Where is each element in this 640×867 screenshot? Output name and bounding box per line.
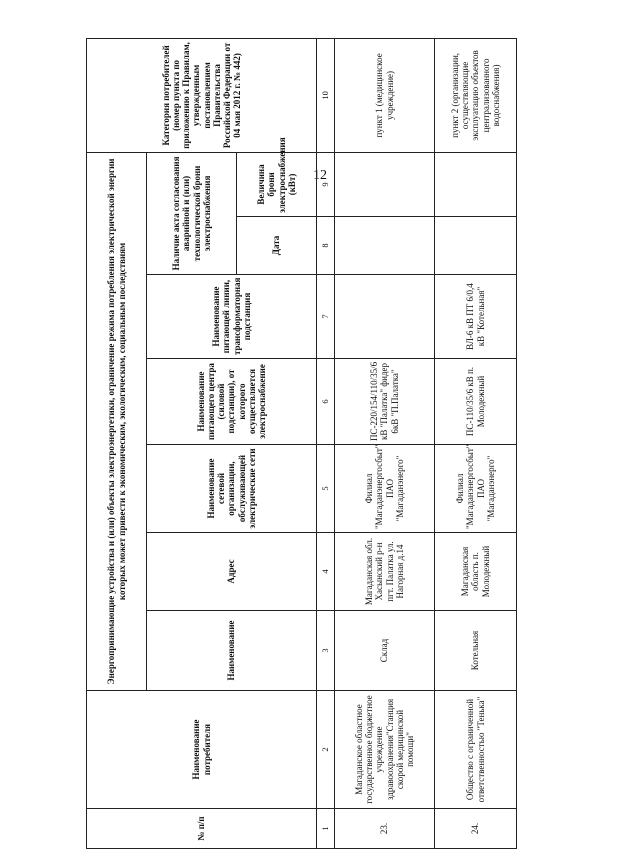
row-consumer: Магаданское областное государственное бюджетное учреждение здравоохранения"Станция скорой медицинской помощи" [335,691,435,809]
column-number: 5 [317,445,335,533]
column-number: 9 [317,152,335,216]
header-name: Наименование [147,611,317,691]
table-row [335,38,435,848]
row-object-name: Склад [335,611,435,691]
row-consumer: Общество с ограниченной ответственностью "Тенька" [435,691,517,809]
column-number: 6 [317,359,335,445]
header-feed-center: Наименование питающего центра (силовой подстанции), от которого осуществляется электроснабжение [147,359,317,445]
row-feed-center: ПС-220/154/110/35/6 кВ "Палатка" фидер 6кВ "П.Палатка" [335,359,435,445]
column-number: 1 [317,809,335,849]
header-feed-line: Наименование питающей линии, трансформаторная подстанция [147,275,317,359]
row-reserve-value [335,152,435,216]
column-number: 3 [317,611,335,691]
row-network-org: Филиал "Магаданэнергосбыт" ПАО "Магаданэнерго" [335,445,435,533]
header-reserve-value: Величина брони электроснабжения (кВт) [237,152,317,216]
column-number: 4 [317,533,335,611]
header-network-org: Наименование сетевой организации, обслуживающей электрические сети [147,445,317,533]
row-feed-line [335,275,435,359]
row-category: пункт 2 (организации, осуществляющие эксплуатацию объектов централизованного водоснабжения) [435,38,517,152]
header-date: Дата [237,217,317,275]
column-number: 8 [317,217,335,275]
column-number: 10 [317,38,335,152]
row-category: пункт 1 (медицинское учреждение) [335,38,435,152]
row-date [435,217,517,275]
header-consumer: Наименование потребителя [87,691,317,809]
rotated-table-container [86,39,516,849]
row-num: 23. [335,809,435,849]
row-object-name: Котельная [435,611,517,691]
row-address: Магаданская область п. Молодежный [435,533,517,611]
row-reserve-value [435,152,517,216]
header-act-group: Наличие акта согласования аварийной и (или) технологической брони электроснабжения [147,152,237,274]
header-category: Категория потребителей (номер пункта по приложению к Правилам, утвержденным постановлением Правительства Российской Федерации от 04 мая 2012 г. № 442) [87,38,317,152]
header-num: № п/п [87,809,317,849]
column-number: 7 [317,275,335,359]
row-num: 24. [435,809,517,849]
column-number: 2 [317,691,335,809]
row-network-org: Филиал "Магаданэнергосбыт" ПАО "Магаданэнерго" [435,445,517,533]
table-row [435,38,517,848]
header-address: Адрес [147,533,317,611]
page-number: 12 [313,168,327,183]
row-date [335,217,435,275]
row-address: Магаданская обл. Хасынский р-н пгт. Палатка ул. Нагорная д.14 [335,533,435,611]
header-objects-group: Энергопринимающие устройства и (или) объекты электроэнергетики, ограничение режима потребления электрической энергии которых может привести к экономическим, экологическим, социальным последствиям [87,152,147,690]
row-feed-center: ПС-110/35/6 кВ п. Молодежный [435,359,517,445]
reserve-table [86,38,517,849]
row-feed-line: ВЛ-6 кВ ПТ 6/0,4 кВ "Котельная" [435,275,517,359]
